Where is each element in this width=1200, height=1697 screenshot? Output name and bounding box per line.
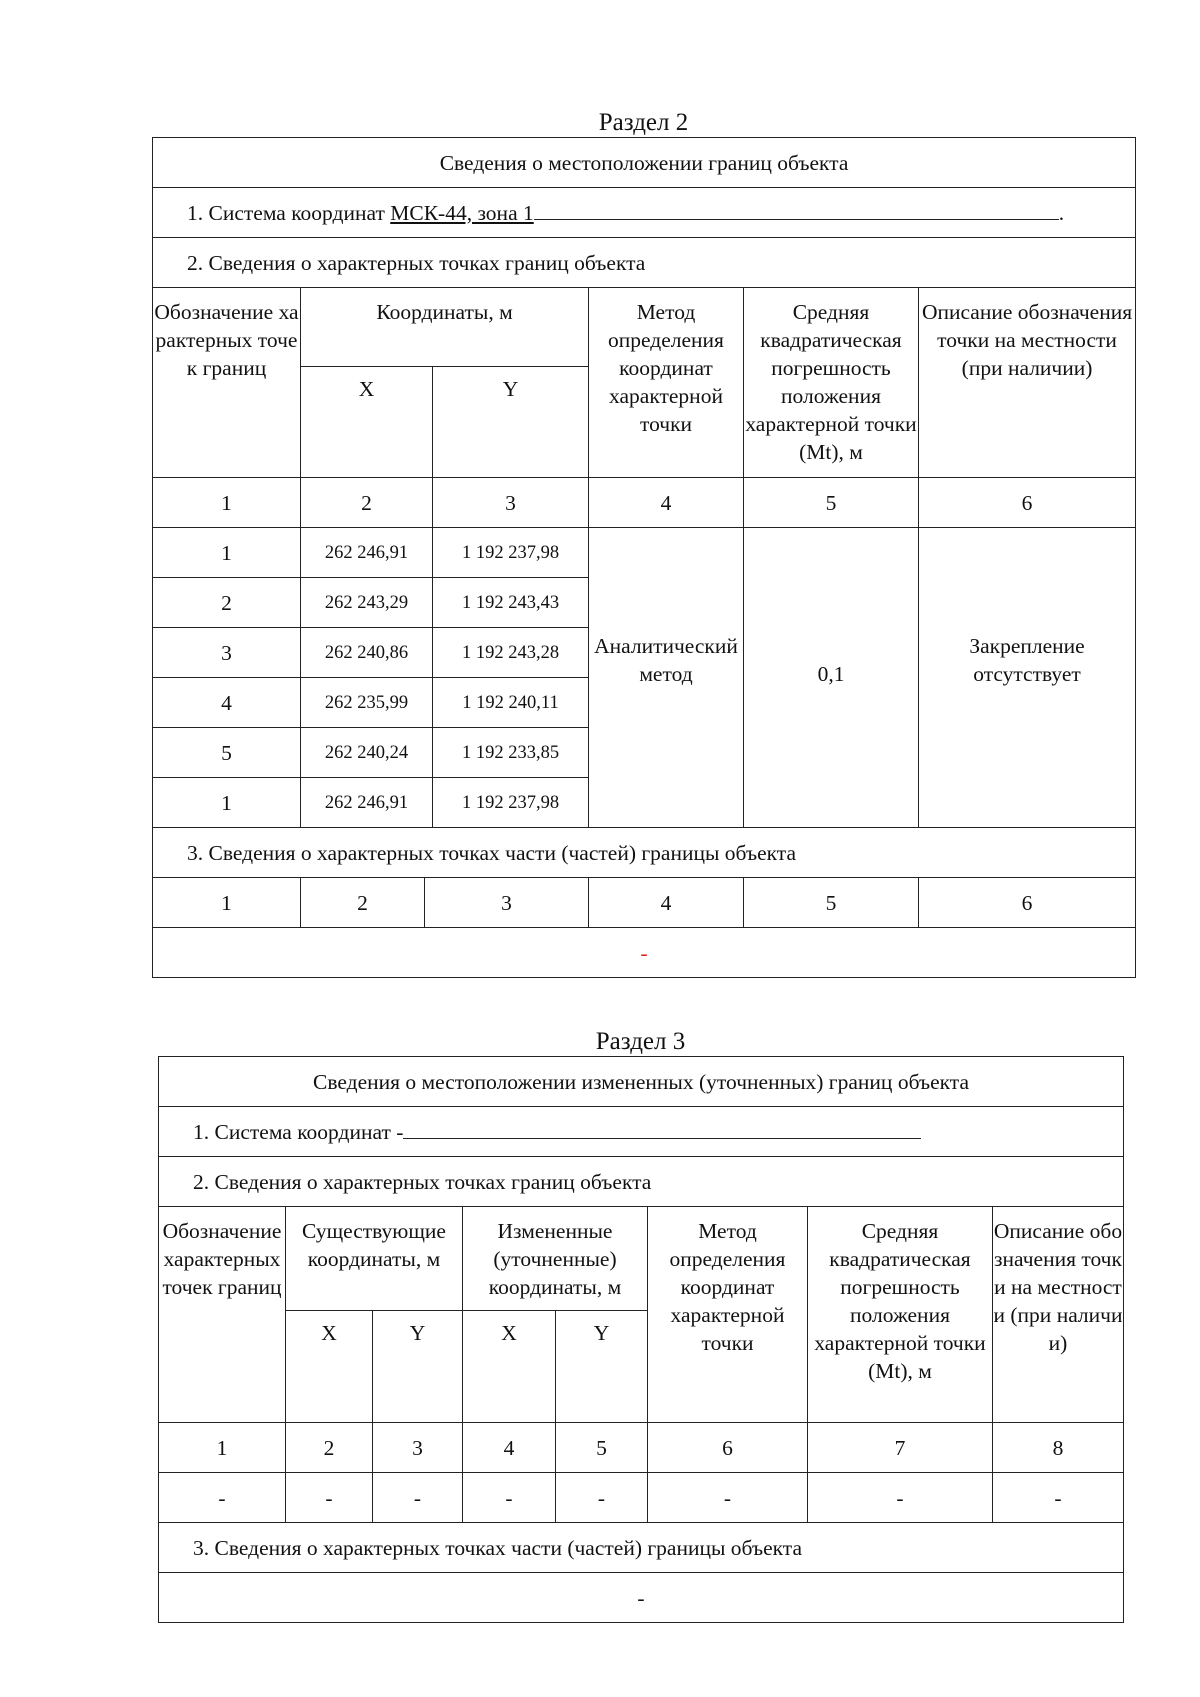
point-x: 262 246,91: [301, 778, 433, 828]
point-y: 1 192 237,98: [433, 778, 589, 828]
row-value: -: [286, 1473, 373, 1523]
description-value: Закрепление отсутствует: [919, 528, 1136, 828]
header-changed: Измененные (уточненные) координаты, м: [463, 1207, 648, 1311]
header-method: Метод определения координат характерной точки: [648, 1207, 808, 1423]
section2-parts-value: -: [153, 928, 1136, 978]
header-x: X: [301, 367, 433, 478]
point-id: 3: [153, 628, 301, 678]
coord-system-end: .: [1058, 200, 1065, 225]
section3-coord-system: [159, 1107, 1124, 1157]
point-y: 1 192 243,28: [433, 628, 589, 678]
section2-title: Раздел 2: [598, 109, 689, 136]
header-designation: Обозначение характерных точек границ: [159, 1207, 286, 1423]
section3-parts-value: -: [159, 1573, 1124, 1623]
header-x-existing: X: [286, 1311, 373, 1423]
row-value: -: [463, 1473, 556, 1523]
point-id: 4: [153, 678, 301, 728]
header-y: Y: [433, 367, 589, 478]
error-value: 0,1: [744, 528, 919, 828]
section3-points-heading: 2. Сведения о характерных точках границ объекта: [159, 1157, 1124, 1207]
coord-system-label: 1. Система координат: [193, 1119, 391, 1144]
row-value: -: [556, 1473, 648, 1523]
header-y-changed: Y: [556, 1311, 648, 1423]
point-x: 262 240,86: [301, 628, 433, 678]
col-number: 8: [993, 1423, 1124, 1473]
col-number: 1: [153, 478, 301, 528]
section2-coord-system: [153, 188, 1136, 238]
point-y: 1 192 237,98: [433, 528, 589, 578]
point-y: 1 192 233,85: [433, 728, 589, 778]
col-number: 3: [433, 478, 589, 528]
col-number: 4: [463, 1423, 556, 1473]
underline-fill: [534, 199, 1059, 220]
table-row: [153, 528, 1136, 578]
table-row: [159, 1473, 1124, 1523]
row-value: -: [648, 1473, 808, 1523]
point-x: 262 235,99: [301, 678, 433, 728]
parts-col-number: 6: [919, 878, 1136, 928]
parts-col-number: 5: [744, 878, 919, 928]
col-number: 5: [556, 1423, 648, 1473]
section2-parts-heading: 3. Сведения о характерных точках части (частей) границы объекта: [153, 828, 1136, 878]
point-y: 1 192 240,11: [433, 678, 589, 728]
col-number: 6: [648, 1423, 808, 1473]
header-designation: Обозначение характерных точек границ: [153, 288, 301, 478]
col-number: 4: [589, 478, 744, 528]
coord-system-label: 1. Система координат: [187, 200, 385, 225]
header-x-changed: X: [463, 1311, 556, 1423]
method-value: Аналитический метод: [589, 528, 744, 828]
section3-table: [158, 1056, 1124, 1623]
col-number: 5: [744, 478, 919, 528]
point-x: 262 243,29: [301, 578, 433, 628]
header-coordinates: Координаты, м: [301, 288, 589, 367]
row-value: -: [373, 1473, 463, 1523]
header-description: Описание обозначения точки на местности (при наличии): [919, 288, 1136, 478]
section3-heading: Сведения о местоположении измененных (уточненных) границ объекта: [159, 1057, 1124, 1107]
row-value: -: [993, 1473, 1124, 1523]
section2-table: [152, 137, 1136, 978]
coord-system-value: МСК-44, зона 1: [390, 200, 534, 225]
point-id: 1: [153, 528, 301, 578]
header-error: Средняя квадратическая погрешность положения характерной точки (Mt), м: [808, 1207, 993, 1423]
parts-col-number: 2: [301, 878, 425, 928]
row-value: -: [159, 1473, 286, 1523]
point-x: 262 240,24: [301, 728, 433, 778]
col-number: 2: [301, 478, 433, 528]
point-id: 2: [153, 578, 301, 628]
header-method: Метод определения координат характерной точки: [589, 288, 744, 478]
section2-heading: Сведения о местоположении границ объекта: [153, 138, 1136, 188]
parts-col-number: 1: [153, 878, 301, 928]
col-number: 3: [373, 1423, 463, 1473]
section3-title: Раздел 3: [595, 1028, 686, 1055]
section2-points-heading: 2. Сведения о характерных точках границ объекта: [153, 238, 1136, 288]
col-number: 6: [919, 478, 1136, 528]
col-number: 1: [159, 1423, 286, 1473]
point-id: 5: [153, 728, 301, 778]
header-error: Средняя квадратическая погрешность положения характерной точки (Mt), м: [744, 288, 919, 478]
parts-col-number: 4: [589, 878, 744, 928]
point-y: 1 192 243,43: [433, 578, 589, 628]
point-id: 1: [153, 778, 301, 828]
col-number: 7: [808, 1423, 993, 1473]
row-value: -: [808, 1473, 993, 1523]
col-number: 2: [286, 1423, 373, 1473]
section3-parts-heading: 3. Сведения о характерных точках части (частей) границы объекта: [159, 1523, 1124, 1573]
point-x: 262 246,91: [301, 528, 433, 578]
header-y-existing: Y: [373, 1311, 463, 1423]
underline-fill: [403, 1118, 921, 1139]
header-description: Описание обозначения точки на местности (при наличии): [993, 1207, 1124, 1423]
header-existing: Существующие координаты, м: [286, 1207, 463, 1311]
parts-col-number: 3: [425, 878, 589, 928]
coord-system-value: -: [396, 1119, 404, 1144]
